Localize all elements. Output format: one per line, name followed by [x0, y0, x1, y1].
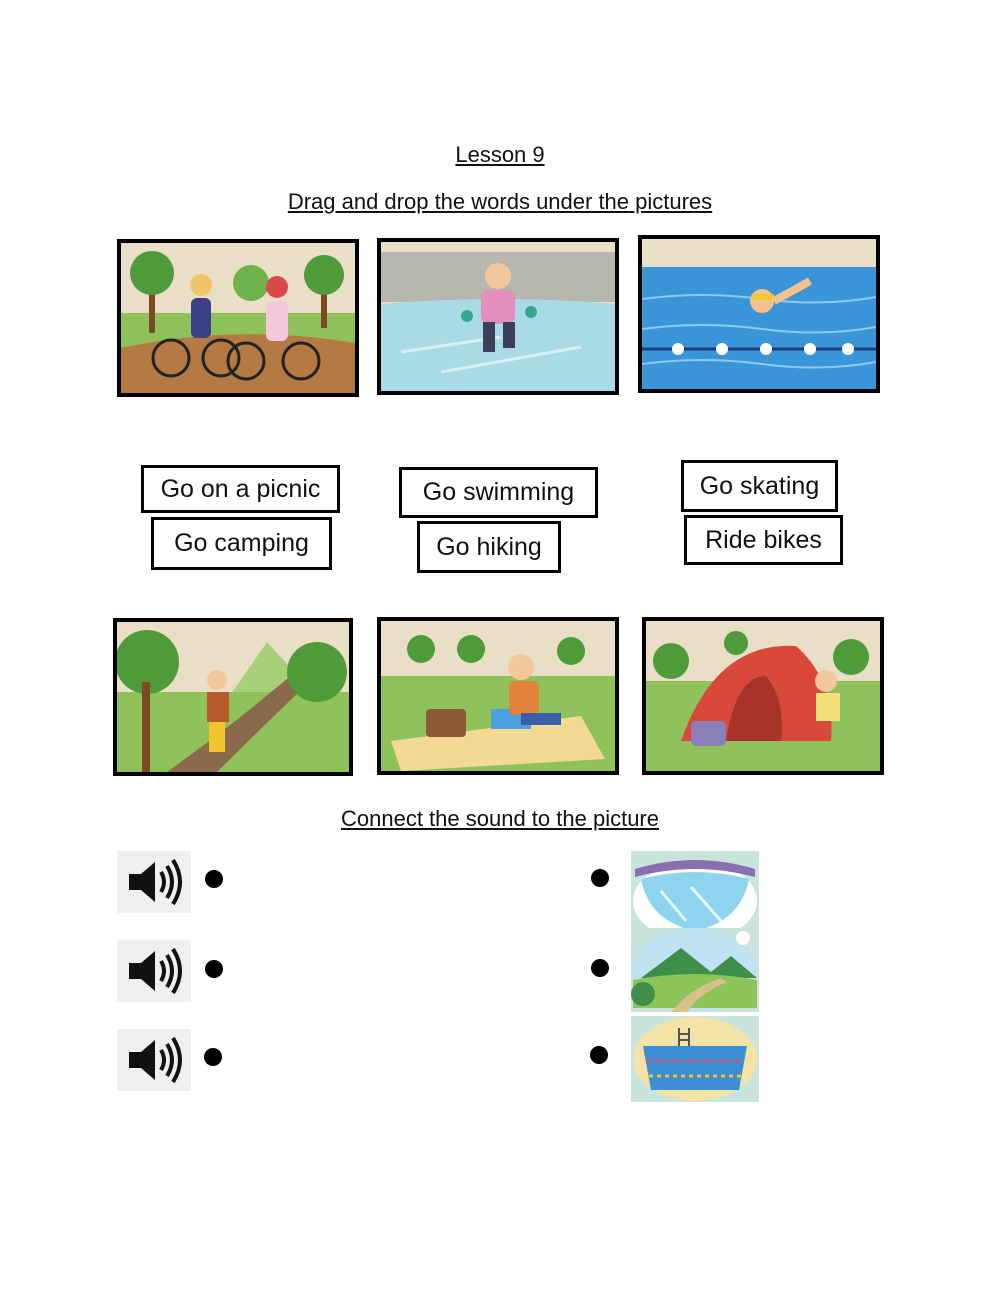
speaker-icon[interactable] — [117, 1029, 191, 1091]
word-card-go-on-a-picnic[interactable]: Go on a picnic — [141, 465, 340, 513]
swimming-picture — [638, 235, 880, 393]
hiking-picture — [113, 618, 353, 776]
connect-dot-left[interactable] — [205, 960, 223, 978]
word-card-go-swimming[interactable]: Go swimming — [399, 467, 598, 518]
camping-picture — [642, 617, 884, 775]
connect-instruction: Connect the sound to the picture — [341, 806, 659, 831]
word-card-ride-bikes[interactable]: Ride bikes — [684, 515, 843, 565]
word-card-go-camping[interactable]: Go camping — [151, 517, 332, 570]
word-card-go-hiking[interactable]: Go hiking — [417, 521, 561, 573]
speaker-icon[interactable] — [117, 851, 191, 913]
connect-dot-right[interactable] — [590, 1046, 608, 1064]
word-card-go-skating[interactable]: Go skating — [681, 460, 838, 512]
connect-dot-right[interactable] — [591, 959, 609, 977]
mountain-trail-thumbnail[interactable] — [631, 928, 759, 1012]
bike-riding-picture — [117, 239, 359, 397]
swimming-pool-thumbnail[interactable] — [631, 1016, 759, 1102]
drag-instruction: Drag and drop the words under the pictures — [287, 189, 713, 214]
connect-dot-left[interactable] — [205, 870, 223, 888]
ice-skating-picture — [377, 238, 619, 395]
connect-dot-left[interactable] — [204, 1048, 222, 1066]
lesson-title: Lesson 9 — [455, 142, 545, 167]
connect-dot-right[interactable] — [591, 869, 609, 887]
picnic-picture — [377, 617, 619, 775]
speaker-icon[interactable] — [117, 940, 191, 1002]
skating-rink-thumbnail[interactable] — [631, 851, 759, 935]
